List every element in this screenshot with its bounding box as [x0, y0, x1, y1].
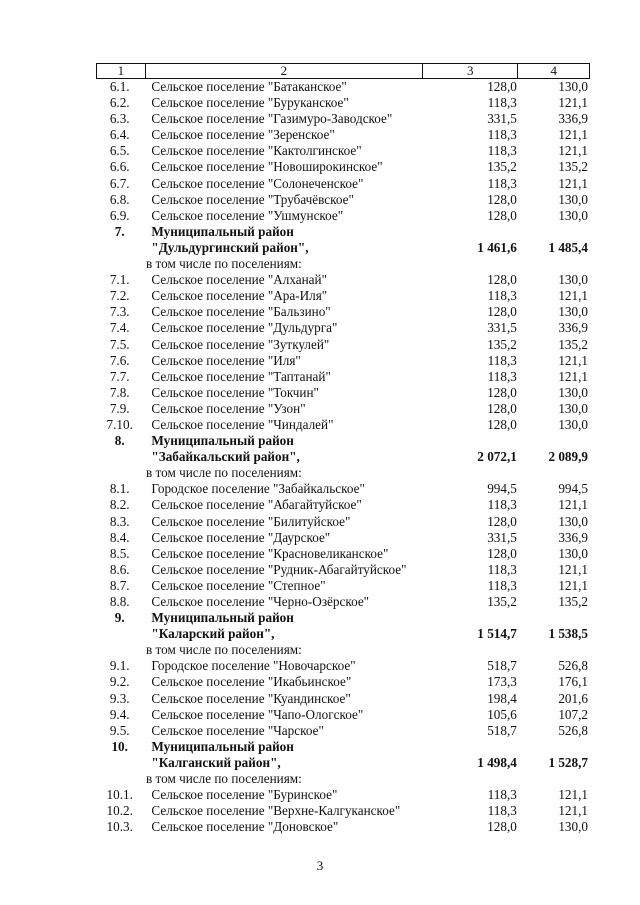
row-name: Сельское поселение "Зуткулей": [151, 336, 330, 352]
header-col-3: 3: [422, 64, 517, 78]
row-value-3: 198,4: [487, 690, 517, 706]
table-row: [96, 594, 588, 610]
row-name: Сельское поселение "Таптанай": [151, 368, 331, 384]
row-number: 7.8.: [109, 384, 130, 400]
row-name: Сельское поселение "Бальзино": [151, 304, 331, 320]
row-name: Сельское поселение "Билитуйское": [151, 513, 351, 529]
row-number: 8.5.: [109, 545, 130, 561]
row-value-3: [418, 739, 519, 755]
table-row: [96, 787, 588, 803]
table-row: [96, 304, 588, 320]
row-name: Сельское поселение "Чапо-Ологское": [151, 706, 364, 722]
table-row: [96, 208, 588, 224]
row-name: Сельское поселение "Кактолгинское": [151, 143, 362, 159]
row-name: Сельское поселение "Трубачёвское": [151, 191, 354, 207]
table-row: [96, 240, 588, 256]
table-row: [96, 755, 588, 771]
row-value-4: [519, 433, 588, 449]
row-name: в том числе по поселениям:: [146, 256, 302, 272]
row-number: [96, 771, 144, 787]
table-row: [96, 288, 588, 304]
table-row: [96, 449, 588, 465]
header-col-1: 1: [117, 63, 125, 78]
table-row: [96, 626, 588, 642]
table-row: [96, 159, 588, 175]
row-name: Сельское поселение "Иля": [151, 352, 301, 368]
row-name: в том числе по поселениям:: [146, 642, 302, 658]
table-row: [96, 803, 588, 819]
row-value-4: 121,1: [558, 288, 588, 304]
row-value-3: [416, 771, 518, 787]
row-value-3: [418, 433, 519, 449]
row-value-3: 128,0: [487, 819, 517, 835]
row-value-4: 121,1: [558, 175, 588, 191]
row-name: Сельское поселение "Алханай": [151, 272, 327, 288]
row-value-3: 331,5: [487, 320, 517, 336]
row-value-4: [518, 642, 588, 658]
row-number: 9.4.: [109, 706, 130, 722]
row-number: 6.1.: [109, 79, 130, 94]
row-value-4: 1 528,7: [548, 754, 588, 770]
row-name: Муниципальный район: [151, 223, 294, 239]
row-number: 7.9.: [109, 400, 130, 416]
row-value-3: [416, 642, 518, 658]
row-name: Сельское поселение "Икабьинское": [151, 674, 352, 690]
row-value-4: 130,0: [558, 304, 588, 320]
table-row: [96, 658, 588, 674]
row-value-3: 128,0: [487, 416, 517, 432]
row-value-3: 118,3: [487, 352, 517, 368]
row-name: Сельское поселение "Буринское": [151, 787, 338, 803]
row-name: Сельское поселение "Газимуро-Заводское": [151, 111, 393, 127]
row-number: 10.2.: [106, 803, 133, 819]
table-row: [96, 433, 588, 449]
row-number: [96, 256, 144, 272]
row-number: 8.1.: [109, 481, 130, 497]
row-value-4: 135,2: [558, 159, 588, 175]
row-name: Муниципальный район: [151, 738, 294, 754]
row-value-4: [519, 739, 588, 755]
row-number: 6.3.: [109, 111, 130, 127]
row-number: 7.7.: [109, 368, 130, 384]
row-value-3: 118,3: [487, 803, 517, 819]
table-row: [96, 497, 588, 513]
row-value-3: 135,2: [487, 594, 517, 609]
row-number: [96, 449, 143, 465]
row-value-4: 121,1: [558, 127, 588, 143]
row-value-4: 121,1: [558, 561, 588, 577]
row-value-4: 121,1: [558, 497, 588, 513]
row-value-4: 130,0: [558, 272, 588, 288]
row-name: в том числе по поселениям:: [146, 771, 302, 787]
row-number: 7.10.: [106, 416, 133, 432]
row-value-4: [519, 224, 588, 240]
row-value-3: 118,3: [487, 561, 517, 577]
table-row: [96, 272, 588, 288]
table-row: [96, 674, 588, 690]
row-value-3: 2 072,1: [477, 449, 517, 465]
row-value-4: 1 538,5: [548, 626, 588, 642]
row-number: 7.5.: [109, 336, 130, 352]
row-value-3: 118,3: [487, 577, 517, 593]
table-row: [96, 642, 588, 658]
row-value-3: 105,6: [487, 706, 517, 722]
table-row: [96, 353, 588, 369]
row-name: Сельское поселение "Чарское": [151, 722, 324, 738]
row-value-3: 118,3: [487, 127, 517, 143]
row-value-4: 121,1: [558, 143, 588, 159]
table-row: [96, 337, 588, 353]
row-value-4: 336,9: [558, 320, 588, 336]
row-value-3: 118,3: [487, 787, 517, 803]
table-body: [96, 79, 588, 835]
row-value-3: 118,3: [487, 497, 517, 513]
table-row: [96, 691, 588, 707]
row-value-4: 121,1: [558, 803, 588, 819]
row-value-3: [418, 610, 519, 626]
table-row: [96, 739, 588, 755]
row-name: Сельское поселение "Батаканское": [151, 79, 347, 94]
row-value-3: 128,0: [487, 304, 517, 320]
row-value-3: 118,3: [487, 95, 517, 111]
table-row: [96, 514, 588, 530]
table-row: [96, 385, 588, 401]
row-value-3: 1 461,6: [477, 239, 517, 255]
row-number: 6.9.: [109, 207, 130, 223]
table-row: [96, 176, 588, 192]
row-value-3: 128,0: [487, 207, 517, 223]
row-number: 7.6.: [109, 352, 130, 368]
row-value-3: [418, 224, 519, 240]
row-value-3: 128,0: [487, 79, 517, 94]
row-number: [96, 626, 143, 642]
row-name: Сельское поселение "Солонеченское": [151, 175, 364, 191]
row-value-4: [518, 465, 588, 481]
row-name: Муниципальный район: [151, 433, 294, 449]
row-number: [96, 240, 143, 256]
row-value-4: 121,1: [558, 352, 588, 368]
row-number: 6.5.: [109, 143, 130, 159]
row-name: Сельское поселение "Дульдурга": [151, 320, 338, 336]
row-value-3: 994,5: [487, 481, 517, 497]
table-row: [96, 95, 588, 111]
table-row: [96, 530, 588, 546]
table-row: [96, 610, 588, 626]
row-value-4: 130,0: [558, 400, 588, 416]
row-number: 7.: [114, 223, 125, 239]
table-row: [96, 546, 588, 562]
row-number: 9.: [114, 610, 125, 626]
table-row: [96, 481, 588, 497]
row-name: Городское поселение "Забайкальское": [151, 481, 365, 497]
row-number: [96, 465, 144, 481]
table-row: [96, 819, 588, 835]
row-name: Сельское поселение "Куандинское": [151, 690, 351, 706]
row-number: 6.6.: [109, 159, 130, 175]
table-row: [96, 401, 588, 417]
table-header: [96, 63, 590, 79]
row-value-4: 130,0: [558, 416, 588, 432]
table-row: [96, 111, 588, 127]
row-name: Сельское поселение "Абагайтуйское": [151, 497, 362, 513]
table-row: [96, 320, 588, 336]
row-number: [96, 642, 144, 658]
row-value-4: 526,8: [558, 722, 588, 738]
row-value-3: 118,3: [487, 368, 517, 384]
row-value-3: 128,0: [487, 513, 517, 529]
row-number: 7.3.: [109, 304, 130, 320]
row-value-4: 201,6: [558, 690, 588, 706]
row-value-3: 1 498,4: [477, 754, 517, 770]
row-value-3: 128,0: [487, 191, 517, 207]
row-name: Сельское поселение "Верхне-Калгуканское": [151, 803, 401, 819]
row-name: Сельское поселение "Ара-Иля": [151, 288, 328, 304]
row-number: 10.3.: [106, 819, 133, 835]
row-value-4: 121,1: [558, 368, 588, 384]
row-value-4: 994,5: [558, 481, 588, 497]
row-value-3: 128,0: [487, 400, 517, 416]
row-number: 9.3.: [109, 690, 130, 706]
row-value-3: 128,0: [487, 545, 517, 561]
row-value-4: 130,0: [558, 79, 588, 94]
table-row: [96, 723, 588, 739]
row-number: 8.4.: [109, 529, 130, 545]
row-number: 9.2.: [109, 674, 130, 690]
row-value-4: 130,0: [558, 384, 588, 400]
row-value-3: 518,7: [487, 722, 517, 738]
row-name: Городское поселение "Новочарское": [151, 658, 356, 674]
row-number: 7.4.: [109, 320, 130, 336]
row-value-3: 331,5: [487, 111, 517, 127]
header-col-4: 4: [517, 64, 589, 78]
row-name: "Каларский район",: [151, 626, 275, 642]
row-number: 8.: [114, 433, 125, 449]
row-value-4: [519, 610, 588, 626]
row-value-3: 135,2: [487, 336, 517, 352]
row-value-4: 130,0: [558, 513, 588, 529]
row-name: Сельское поселение "Доновское": [151, 819, 339, 835]
row-value-4: 121,1: [558, 577, 588, 593]
row-number: 8.2.: [109, 497, 130, 513]
row-name: Сельское поселение "Буруканское": [151, 95, 349, 111]
row-value-4: 130,0: [558, 191, 588, 207]
table-row: [96, 224, 588, 240]
row-name: "Калганский район",: [151, 754, 281, 770]
row-value-4: 107,2: [558, 706, 588, 722]
row-name: Сельское поселение "Ушмунское": [151, 207, 344, 223]
row-name: Сельское поселение "Зеренское": [151, 127, 335, 143]
row-name: Сельское поселение "Даурское": [151, 529, 331, 545]
row-value-4: [518, 256, 588, 272]
row-value-3: 173,3: [487, 674, 517, 690]
row-value-4: 526,8: [558, 658, 588, 674]
header-col-2: 2: [145, 64, 422, 78]
row-number: 8.3.: [109, 513, 130, 529]
row-value-4: [518, 771, 588, 787]
row-value-4: 135,2: [558, 336, 588, 352]
row-value-4: 336,9: [558, 111, 588, 127]
table-row: [96, 143, 588, 159]
row-value-4: 336,9: [558, 529, 588, 545]
row-number: 9.5.: [109, 722, 130, 738]
row-name: "Дульдургинский район",: [151, 239, 309, 255]
row-value-4: 121,1: [558, 95, 588, 111]
table-row: [96, 256, 588, 272]
row-value-3: 118,3: [487, 175, 517, 191]
table-row: [96, 578, 588, 594]
row-value-4: 130,0: [558, 819, 588, 835]
row-name: Муниципальный район: [151, 610, 294, 626]
table-row: [96, 771, 588, 787]
row-name: Сельское поселение "Чиндалей": [151, 416, 334, 432]
row-name: в том числе по поселениям:: [146, 465, 302, 481]
row-value-3: 118,3: [487, 288, 517, 304]
table-row: [96, 127, 588, 143]
row-value-4: 121,1: [558, 787, 588, 803]
row-value-3: 518,7: [487, 658, 517, 674]
row-value-4: 176,1: [558, 674, 588, 690]
row-name: Сельское поселение "Рудник-Абагайтуйское": [151, 561, 407, 577]
row-name: Сельское поселение "Черно-Озёрское": [151, 594, 370, 609]
table-row: [96, 562, 588, 578]
row-number: 8.8.: [109, 594, 130, 609]
row-value-3: 135,2: [487, 159, 517, 175]
row-value-3: 128,0: [487, 272, 517, 288]
row-number: 8.7.: [109, 577, 130, 593]
row-name: Сельское поселение "Красновеликанское": [151, 545, 389, 561]
row-value-3: [416, 465, 518, 481]
row-value-4: 130,0: [558, 545, 588, 561]
row-value-3: 118,3: [487, 143, 517, 159]
row-value-4: 1 485,4: [548, 239, 588, 255]
row-value-3: 128,0: [487, 384, 517, 400]
row-number: 10.1.: [106, 787, 133, 803]
row-value-4: 135,2: [558, 594, 588, 609]
row-name: Сельское поселение "Новоширокинское": [151, 159, 383, 175]
row-name: "Забайкальский район",: [151, 449, 300, 465]
row-number: 9.1.: [109, 658, 130, 674]
row-number: 6.7.: [109, 175, 130, 191]
row-number: [96, 755, 143, 771]
row-number: 6.4.: [109, 127, 130, 143]
table-row: [96, 79, 588, 95]
row-value-4: 130,0: [558, 207, 588, 223]
table-row: [96, 465, 588, 481]
row-name: Сельское поселение "Токчин": [151, 384, 319, 400]
row-number: 6.8.: [109, 191, 130, 207]
table-row: [96, 192, 588, 208]
row-number: 10.: [111, 738, 128, 754]
row-number: 6.2.: [109, 95, 130, 111]
row-value-3: 331,5: [487, 529, 517, 545]
table-row: [96, 369, 588, 385]
row-number: 7.2.: [109, 288, 130, 304]
row-value-4: 2 089,9: [548, 449, 588, 465]
row-value-3: [416, 256, 518, 272]
table-row: [96, 417, 588, 433]
row-number: 7.1.: [109, 272, 130, 288]
row-value-3: 1 514,7: [477, 626, 517, 642]
row-name: Сельское поселение "Узон": [151, 400, 306, 416]
table-row: [96, 707, 588, 723]
page-number: 3: [316, 858, 324, 873]
row-number: 8.6.: [109, 561, 130, 577]
row-name: Сельское поселение "Степное": [151, 577, 326, 593]
